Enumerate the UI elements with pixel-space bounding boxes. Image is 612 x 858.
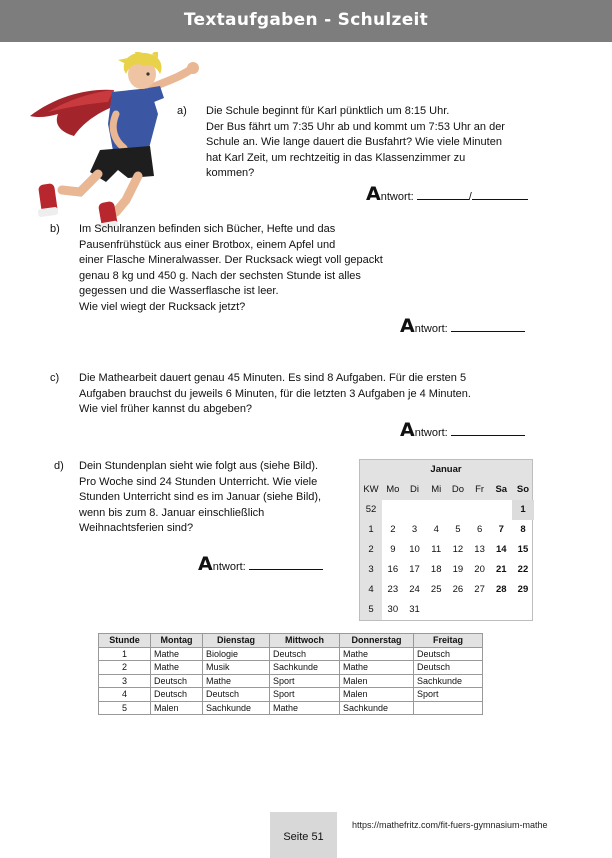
calendar-day: 26 (452, 584, 464, 595)
timetable-row (99, 688, 483, 702)
calendar-day (469, 500, 491, 520)
timetable-cell: Malen (340, 674, 414, 688)
calendar-day: 18 (430, 564, 442, 575)
calendar-header-cell: Mo (386, 484, 400, 495)
timetable-cell: Sachkunde (203, 701, 270, 715)
calendar-day: 4 (433, 524, 439, 535)
timetable-cell: Mathe (340, 661, 414, 675)
timetable-cell: 3 (99, 674, 151, 688)
task-c-line: Wie viel früher kannst du abgeben? (79, 403, 253, 416)
calendar-day (490, 600, 512, 620)
calendar-day (404, 500, 426, 520)
calendar-day: 29 (517, 584, 529, 595)
task-d-line: Dein Stundenplan sieht wie folgt aus (siehe Bild). (79, 460, 319, 472)
timetable-cell: Mathe (270, 701, 340, 715)
page-title: Textaufgaben - Schulzeit (183, 10, 429, 30)
timetable-cell: Malen (340, 688, 414, 702)
answer-label: ntwort: (414, 323, 448, 335)
timetable-row (99, 661, 483, 675)
task-a-line: kommen? (206, 167, 255, 180)
timetable-cell: Sport (270, 674, 340, 688)
timetable-cell: Sport (270, 688, 340, 702)
calendar-day: 8 (520, 524, 526, 535)
calendar-day: 15 (517, 544, 529, 555)
calendar-header-cell: So (516, 484, 530, 495)
calendar-month: Januar (360, 460, 532, 480)
timetable-row (99, 674, 483, 688)
task-b-line: Im Schulranzen befinden sich Bücher, Hefte und das (79, 223, 336, 235)
answer-initial: A (366, 183, 381, 205)
timetable-header-cell: Stunde (99, 634, 151, 648)
calendar-day: 17 (409, 564, 420, 575)
calendar-day: 21 (495, 564, 507, 575)
task-b-text (79, 222, 399, 316)
task-d-line: wenn bis zum 8. Januar einschließlich (79, 506, 265, 519)
calendar-day (469, 600, 491, 620)
task-a-text (206, 104, 536, 182)
calendar-week-row (360, 540, 532, 560)
task-c-line: Aufgaben brauchst du jeweils 6 Minuten, für die letzten 3 Aufgaben je 4 Minuten. (79, 387, 471, 400)
calendar-day: 13 (474, 544, 485, 555)
calendar-header-cell: Do (451, 484, 464, 495)
task-b-line: einer Flasche Mineralwasser. Der Rucksack wiegt voll gepackt (79, 254, 383, 267)
timetable-header-row (99, 634, 483, 648)
january-calendar (359, 459, 533, 621)
calendar-day: 16 (387, 564, 399, 575)
calendar-week-number: 1 (360, 520, 382, 540)
calendar-header-row (360, 480, 532, 500)
calendar-week-row (360, 600, 532, 620)
calendar-day: 22 (517, 564, 529, 575)
calendar-week-number: 3 (360, 560, 382, 580)
timetable-cell: Biologie (203, 647, 270, 661)
task-d-text (79, 459, 354, 537)
calendar-day: 7 (498, 524, 504, 535)
answer-initial: A (400, 419, 415, 441)
task-c-text (79, 371, 539, 418)
task-d-line: Pro Woche sind 24 Stunden Unterricht. Wie viele (79, 475, 318, 488)
answer-field-1[interactable] (417, 198, 469, 200)
calendar-week-row (360, 520, 532, 540)
timetable-cell: Musik (203, 661, 270, 675)
calendar-day (425, 600, 447, 620)
timetable-header-cell: Mittwoch (270, 634, 340, 648)
calendar-header-cell: Mi (431, 484, 442, 495)
timetable-header-cell: Dienstag (203, 634, 270, 648)
calendar-day: 30 (387, 604, 399, 615)
calendar-day (447, 600, 469, 620)
calendar-day: 6 (476, 524, 483, 535)
task-b-line: Pausenfrühstück aus einer Brotbox, einem Apfel und (79, 238, 336, 251)
timetable-cell: 4 (99, 688, 151, 702)
task-d-letter: d) (54, 460, 64, 472)
answer-label: ntwort: (414, 427, 448, 439)
calendar-day (425, 500, 447, 520)
task-a-line: hat Karl Zeit, um rechtzeitig in das Klassenzimmer zu (206, 151, 466, 164)
calendar-day: 11 (431, 544, 442, 555)
timetable-row (99, 701, 483, 715)
timetable-cell: 5 (99, 701, 151, 715)
calendar-day: 19 (452, 564, 464, 575)
calendar-day: 28 (495, 584, 507, 595)
timetable-cell: Deutsch (270, 647, 340, 661)
timetable-cell: Deutsch (151, 688, 203, 702)
calendar-week-number: 52 (360, 500, 382, 520)
timetable-cell: Deutsch (414, 661, 483, 675)
task-b-line: Wie viel wiegt der Rucksack jetzt? (79, 300, 246, 313)
task-c-line: Die Mathearbeit dauert genau 45 Minuten. Es sind 8 Aufgaben. Für die ersten 5 (79, 372, 467, 384)
task-b-answer (400, 315, 525, 337)
calendar-week-row (360, 500, 532, 520)
answer-initial: A (400, 315, 415, 337)
calendar-day: 27 (474, 584, 485, 595)
task-a-line: Schule an. Wie lange dauert die Busfahrt? Wie viele Minuten (206, 136, 502, 149)
page-number: Seite 51 (283, 831, 324, 843)
calendar-day: 9 (390, 544, 396, 555)
answer-field-2[interactable] (472, 198, 528, 200)
answer-field[interactable] (451, 434, 525, 436)
timetable-row (99, 647, 483, 661)
calendar-day: 14 (495, 544, 507, 555)
timetable-cell (414, 701, 483, 715)
answer-separator: / (468, 191, 472, 203)
calendar-header-cell: Di (410, 484, 420, 495)
calendar-day: 25 (430, 584, 442, 595)
calendar-header-cell: KW (360, 480, 382, 500)
timetable-header-cell: Freitag (414, 634, 483, 648)
task-b-letter: b) (50, 223, 60, 235)
timetable-cell: Deutsch (414, 647, 483, 661)
timetable-cell: Mathe (151, 661, 203, 675)
task-b-line: gegessen und die Wasserflasche ist leer. (79, 285, 279, 298)
task-a-answer (366, 183, 528, 205)
timetable-header-cell: Montag (151, 634, 203, 648)
answer-field[interactable] (451, 330, 525, 332)
calendar-week-row (360, 560, 532, 580)
task-d-line: Weihnachtsferien sind? (79, 522, 194, 535)
calendar-week-number: 2 (360, 540, 382, 560)
calendar-day: 20 (474, 564, 485, 575)
calendar-day: 23 (387, 584, 399, 595)
calendar-header-cell: Fr (475, 484, 485, 495)
timetable-cell: Deutsch (203, 688, 270, 702)
calendar-day: 31 (409, 604, 420, 615)
task-b-line: genau 8 kg und 450 g. Nach der sechsten Stunde ist alles (79, 269, 361, 282)
calendar-header-cell: Sa (495, 484, 508, 495)
page-header (0, 0, 612, 42)
answer-initial: A (198, 553, 213, 575)
timetable-cell: 2 (99, 661, 151, 675)
task-a-line: Die Schule beginnt für Karl pünktlich um 8:15 Uhr. (206, 105, 450, 117)
calendar-day: 2 (390, 524, 396, 535)
calendar-day (512, 600, 534, 620)
calendar-week-number: 4 (360, 580, 382, 600)
timetable-header-cell: Donnerstag (340, 634, 414, 648)
calendar-day: 5 (455, 524, 461, 535)
timetable-cell: 1 (99, 647, 151, 661)
answer-field[interactable] (249, 568, 323, 570)
answer-label: ntwort: (212, 561, 246, 573)
calendar-day (382, 500, 404, 520)
timetable-cell: Sachkunde (414, 674, 483, 688)
calendar-day: 10 (409, 544, 420, 555)
superhero-boy-illustration (18, 52, 208, 230)
task-d-line: Stunden Unterricht sind es im Januar (siehe Bild), (79, 491, 322, 504)
calendar-day (447, 500, 469, 520)
calendar-day: 24 (409, 584, 420, 595)
answer-label: ntwort: (380, 191, 414, 203)
timetable-cell: Mathe (340, 647, 414, 661)
task-d-answer (198, 553, 323, 575)
timetable-cell: Mathe (203, 674, 270, 688)
calendar-day: 3 (411, 524, 418, 535)
calendar-day: 12 (452, 544, 464, 555)
calendar-day: 1 (512, 500, 534, 520)
timetable-cell: Malen (151, 701, 203, 715)
page-number-box (270, 812, 337, 858)
timetable (98, 633, 483, 715)
task-c-answer (400, 419, 525, 441)
timetable-cell: Sachkunde (340, 701, 414, 715)
calendar-day (490, 500, 512, 520)
task-a-line: Der Bus fährt um 7:35 Uhr ab und kommt um 7:53 Uhr an der (206, 120, 505, 133)
calendar-week-number: 5 (360, 600, 382, 620)
task-c-letter: c) (50, 372, 60, 384)
timetable-cell: Mathe (151, 647, 203, 661)
calendar-week-row (360, 580, 532, 600)
timetable-cell: Deutsch (151, 674, 203, 688)
timetable-cell: Sachkunde (270, 661, 340, 675)
source-url[interactable]: https://mathefritz.com/fit-fuers-gymnasium-mathe (352, 820, 548, 830)
task-a-letter: a) (177, 105, 187, 117)
timetable-cell: Sport (414, 688, 483, 702)
